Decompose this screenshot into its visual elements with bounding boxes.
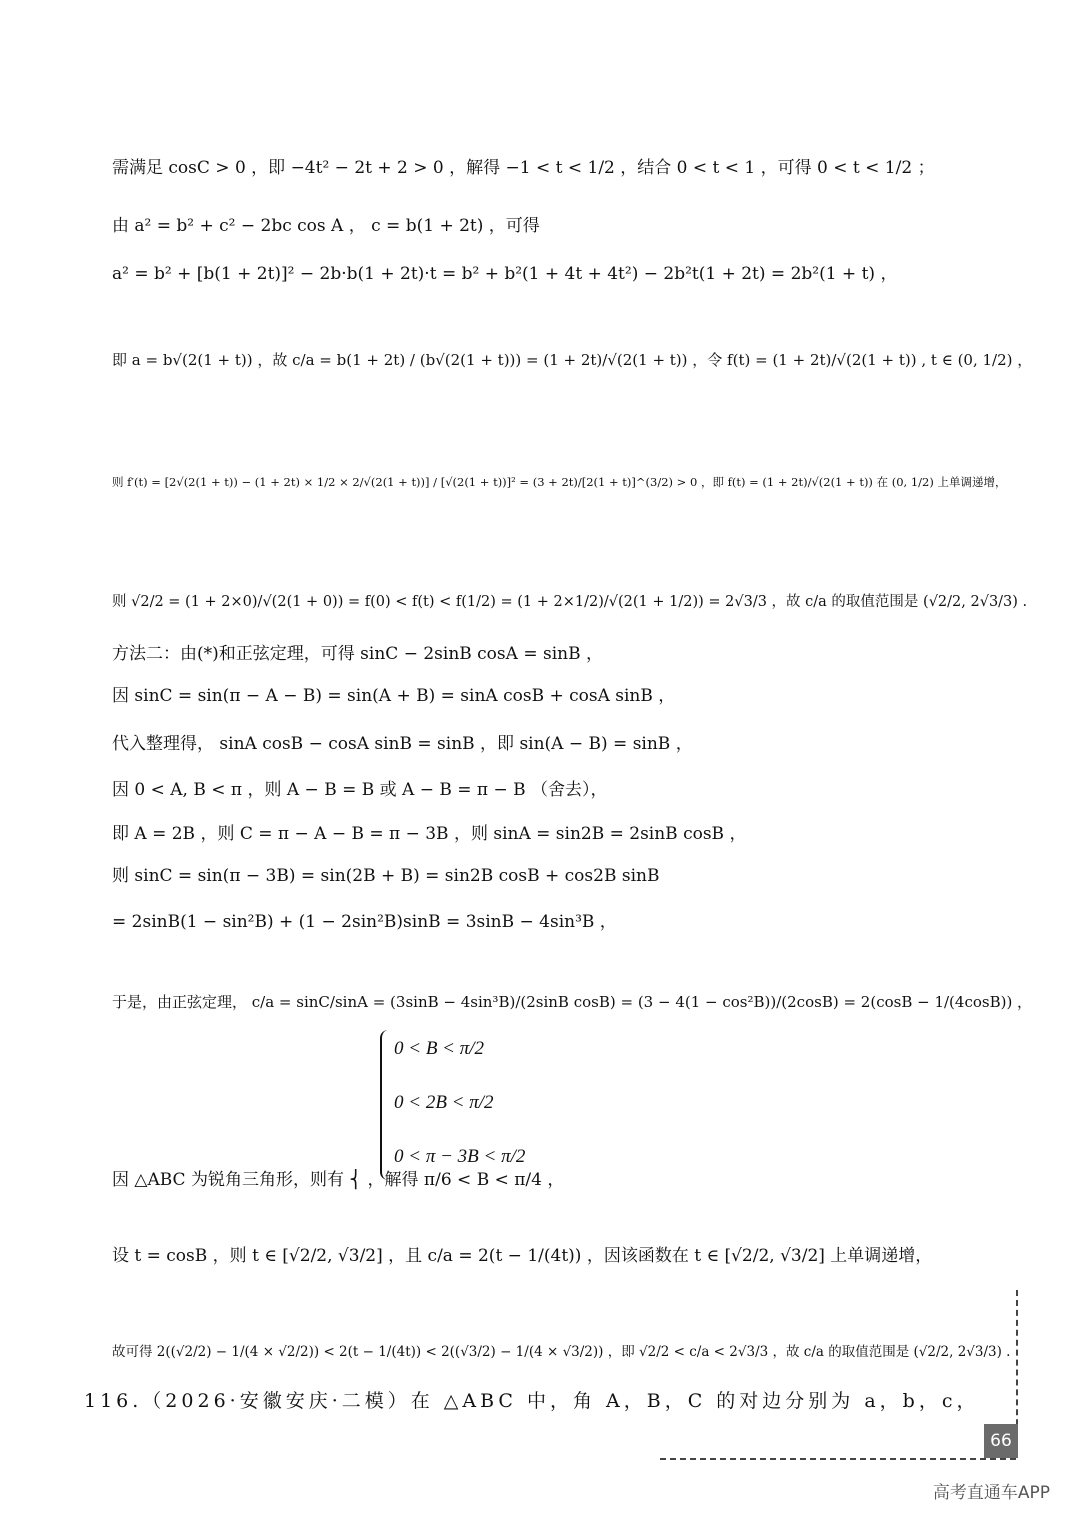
line-17: 故可得 2((√2/2) − 1/(4 × √2/2)) < 2(t − 1/(4t)) < 2((√3/2) − 1/(4 × √3/2)) ，即 √2/2 < c/a < 2√3/3 ，故 c/a 的取值范围是 (√2/2, 2√3/3) . xyxy=(112,1344,1011,1360)
line-16: 设 t = cosB ，则 t ∈ [√2/2, √3/2] ，且 c/a = 2(t − 1/(4t)) ，因该函数在 t ∈ [√2/2, √3/2] 上单调递增， xyxy=(112,1246,933,1266)
line-3: a² = b² + [b(1 + 2t)]² − 2b·b(1 + 2t)·t = b² + b²(1 + 4t + 4t²) − 2b²t(1 + 2t) = 2b²(1 + t) ， xyxy=(112,264,898,284)
line-15: 因 △ABC 为锐角三角形，则有 ⎨ ，解得 π/6 < B < π/4 ， xyxy=(112,1170,565,1190)
question-116: 116.（2026·安徽安庆·二模）在 △ABC 中，角 A，B，C 的对边分别为 a，b，c， xyxy=(84,1390,980,1412)
cases-brace xyxy=(380,1030,390,1180)
line-4: 即 a = b√(2(1 + t)) ，故 c/a = b(1 + 2t) / (b√(2(1 + t))) = (1 + 2t)/√(2(1 + t)) ，令 f(t) = (1 + 2t)/√(2(1 + t)) , t ∈ (0, 1/2) ， xyxy=(112,351,1033,369)
line-8: 因 sinC = sin(π − A − B) = sin(A + B) = sinA cosB + cosA sinB ， xyxy=(112,686,676,706)
line-6: 则 √2/2 = (1 + 2×0)/√(2(1 + 0)) = f(0) < f(t) < f(1/2) = (1 + 2×1/2)/√(2(1 + 1/2)) = 2√3/3 ，故 c/a 的取值范围是 (√2/2, 2√3/3) . xyxy=(112,594,1028,610)
page-number: 66 xyxy=(984,1424,1018,1458)
line-1: 需满足 cosC > 0 ，即 −4t² − 2t + 2 > 0 ，解得 −1 < t < 1/2 ，结合 0 < t < 1 ，可得 0 < t < 1/2 ； xyxy=(112,158,935,178)
watermark: 高考直通车APP xyxy=(932,1483,1050,1503)
line-2: 由 a² = b² + c² − 2bc cos A ， c = b(1 + 2t) ，可得 xyxy=(112,216,540,236)
line-14: 于是，由正弦定理， c/a = sinC/sinA = (3sinB − 4sin³B)/(2sinB cosB) = (3 − 4(1 − cos²B))/(2cosB) = 2(cosB − 1/(4cosB)) ， xyxy=(112,993,1033,1011)
line-9: 代入整理得， sinA cosB − cosA sinB = sinB ，即 sin(A − B) = sinB ， xyxy=(112,734,693,754)
line-11: 即 A = 2B ，则 C = π − A − B = π − 3B ，则 sinA = sin2B = 2sinB cosB ， xyxy=(112,824,747,844)
line-5: 则 f′(t) = [2√(2(1 + t)) − (1 + 2t) × 1/2 × 2/√(2(1 + t))] / [√(2(1 + t))]² = (3 + 2t)/[2(1 + t)]^(3/2) > 0 ，即 f(t) = (1 + 2t)/√(2(1 + t)) 在 (0, 1/2) 上单调递增， xyxy=(112,475,1007,489)
line-12: 则 sinC = sin(π − 3B) = sin(2B + B) = sin2B cosB + cos2B sinB xyxy=(112,866,660,886)
line-7: 方法二：由(*)和正弦定理，可得 sinC − 2sinB cosA = sinB ， xyxy=(112,644,603,664)
line-13: = 2sinB(1 − sin²B) + (1 − 2sin²B)sinB = 3sinB − 4sin³B ， xyxy=(112,912,617,932)
line-10: 因 0 < A, B < π ，则 A − B = B 或 A − B = π − B （舍去）， xyxy=(112,780,608,800)
cases-system xyxy=(380,1030,526,1190)
case-row: 0 < B < π/2 xyxy=(394,1038,485,1059)
dashed-border-horizontal xyxy=(660,1458,1016,1460)
case-row: 0 < 2B < π/2 xyxy=(394,1092,494,1113)
case-row: 0 < π − 3B < π/2 xyxy=(394,1146,526,1167)
